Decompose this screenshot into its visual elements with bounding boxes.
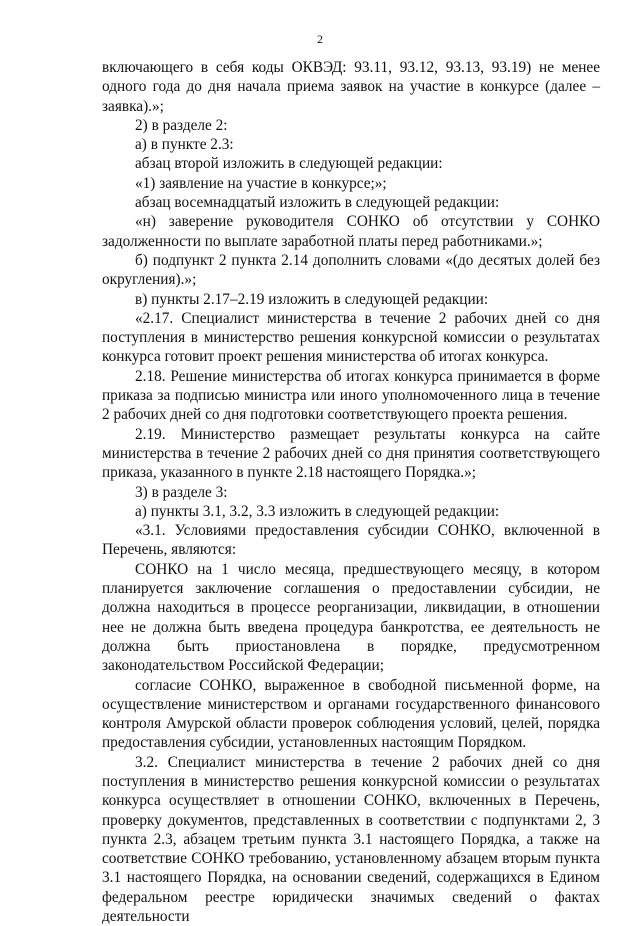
paragraph: СОНКО на 1 число месяца, предшествующего месяцу, в котором планируется заключение соглашения о предоставлении субсидии, не должна находиться в процессе реорганизации, ликвидации, в отношении нее не должна быть введена процедура банкротства, ее деятельность не должна быть приостановлена в порядке, предусмотренном законодательством Российской Федерации; [102, 560, 600, 675]
paragraph: согласие СОНКО, выраженное в свободной письменной форме, на осуществление министерством и органами государственного финансового контроля Амурской области проверок соблюдения условий, целей, порядка предоставления субсидии, установленных настоящим Порядком. [102, 676, 600, 752]
paragraph: абзац второй изложить в следующей редакции: [135, 155, 443, 173]
paragraph: 3) в разделе 3: [135, 483, 228, 501]
paragraph: а) в пункте 2.3: [135, 136, 234, 154]
document-body [102, 58, 600, 926]
paragraph: абзац восемнадцатый изложить в следующей редакции: [135, 194, 500, 212]
paragraph: «1) заявление на участие в конкурсе;»; [135, 174, 387, 192]
paragraph: 2.18. Решение министерства об итогах конкурса принимается в форме приказа за подписью министра или иного уполномоченного лица в течение 2 рабочих дней со дня подготовки соответствующего проекта решения. [102, 367, 600, 424]
paragraph: 2) в разделе 2: [135, 116, 228, 134]
paragraph: 3.2. Специалист министерства в течение 2 рабочих дней со дня поступления в министерство решения конкурсной комиссии о результатах конкурса осуществляет в отношении СОНКО, включенных в Перечень, проверку документов, представленных в соответствии с подпунктами 2, 3 пункта 2.3, абзацем третьим пункта 3.1 настоящего Порядка, а также на соответствие СОНКО требованию, установленному абзацем вторым пункта 3.1 настоящего Порядка, на основании сведений, содержащихся в Едином федеральном реестре юридически значимых сведений о фактах деятельности [102, 753, 600, 926]
paragraph: «н) заверение руководителя СОНКО об отсутствии у СОНКО задолженности по выплате заработной платы перед работниками.»; [102, 213, 600, 250]
paragraph: «3.1. Условиями предоставления субсидии СОНКО, включенной в Перечень, являются: [102, 522, 600, 559]
page-number: 2 [317, 32, 323, 46]
paragraph: а) пункты 3.1, 3.2, 3.3 изложить в следующей редакции: [135, 502, 500, 520]
paragraph: включающего в себя коды ОКВЭД: 93.11, 93.12, 93.13, 93.19) не менее одного года до дня начала приема заявок на участие в конкурсе (далее – заявка).»; [102, 59, 600, 115]
paragraph: 2.19. Министерство размещает результаты конкурса на сайте министерства в течение 2 рабочих дней со дня принятия соответствующего приказа, указанного в пункте 2.18 настоящего Порядка.»; [102, 425, 600, 482]
paragraph: в) пункты 2.17–2.19 изложить в следующей редакции: [135, 290, 489, 308]
paragraph: б) подпункт 2 пункта 2.14 дополнить словами «(до десятых долей без округления).»; [102, 251, 600, 289]
paragraph: «2.17. Специалист министерства в течение 2 рабочих дней со дня поступления в министерство решения конкурсной комиссии о результатах конкурса готовит проект решения министерства об итогах конкурса. [102, 309, 600, 366]
